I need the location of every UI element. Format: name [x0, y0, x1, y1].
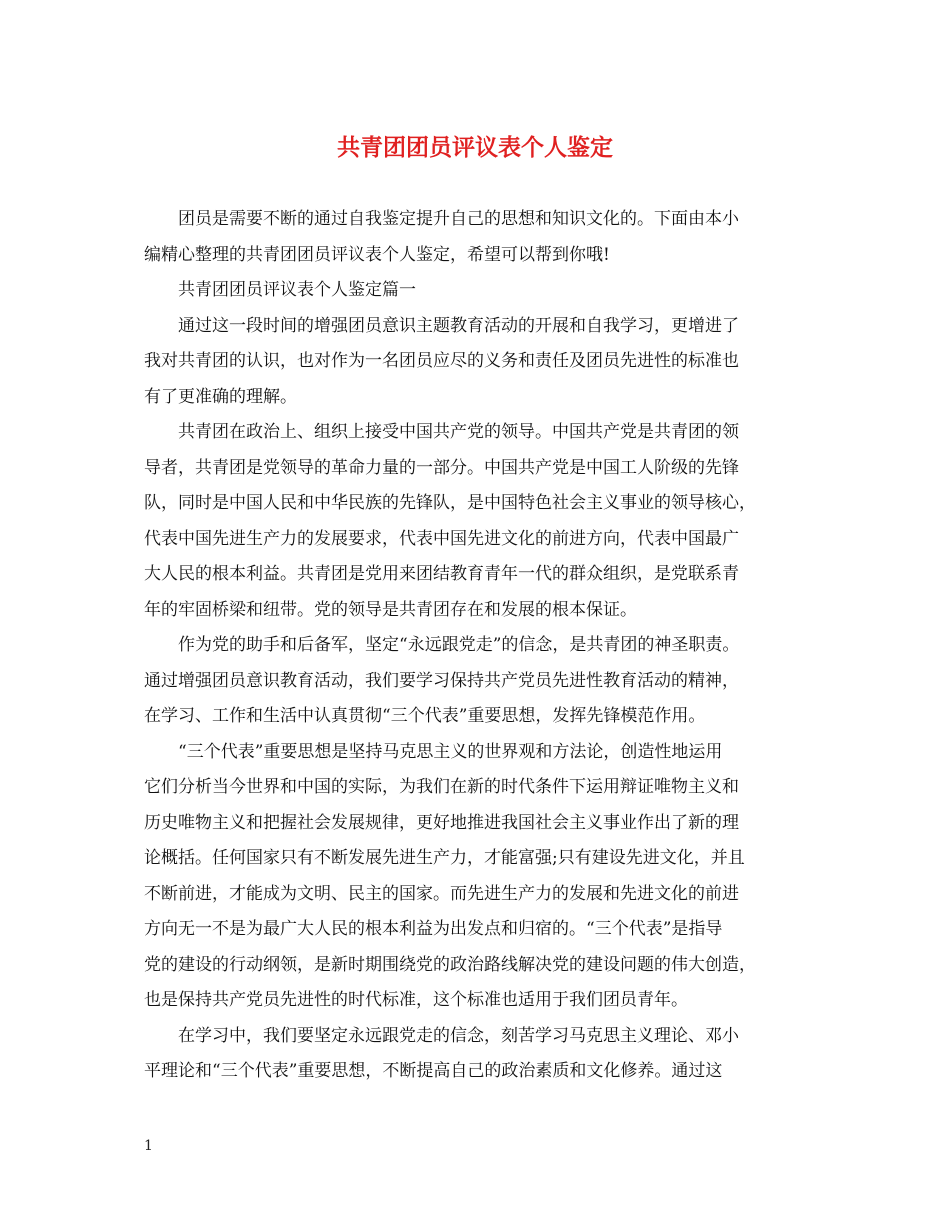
body-text-line: 共青团团员评议表个人鉴定篇一 [144, 280, 416, 300]
body-text-line: 共青团在政治上、组织上接受中国共产党的领导。中国共产党是共青团的领 [144, 422, 739, 442]
document-body [144, 202, 812, 1090]
body-text-line: 在学习、工作和生活中认真贯彻“三个代表”重要思想，发挥先锋模范作用。 [144, 706, 706, 726]
body-text-line: 党的建设的行动纲领，是新时期围绕党的政治路线解决党的建设问题的伟大创造， [144, 954, 756, 975]
body-text-line: 有了更准确的理解。 [144, 386, 297, 407]
body-text-line: 在学习中，我们要坚定永远跟党走的信念，刻苦学习马克思主义理论、邓小 [144, 1025, 739, 1046]
body-text-line: 平理论和“三个代表”重要思想，不断提高自己的政治素质和文化修养。通过这 [144, 1061, 723, 1081]
body-text-line: 不断前进，才能成为文明、民主的国家。而先进生产力的发展和先进文化的前进 [144, 883, 739, 904]
body-text-line: 年的牢固桥梁和纽带。党的领导是共青团存在和发展的根本保证。 [144, 599, 637, 620]
body-text-line: 也是保持共产党员先进性的时代标准，这个标准也适用于我们团员青年。 [144, 990, 688, 1010]
body-text-line: 团员是需要不断的通过自我鉴定提升自己的思想和知识文化的。下面由本小 [144, 209, 739, 229]
body-text-line: 我对共青团的认识，也对作为一名团员应尽的义务和责任及团员先进性的标准也 [144, 351, 739, 371]
body-text-line: 代表中国先进生产力的发展要求，代表中国先进文化的前进方向，代表中国最广 [144, 528, 739, 549]
body-text-line: 导者，共青团是党领导的革命力量的一部分。中国共产党是中国工人阶级的先锋 [144, 457, 739, 478]
body-text-line: 大人民的根本利益。共青团是党用来团结教育青年一代的群众组织，是党联系青 [144, 564, 739, 584]
document-title: 共青团团员评议表个人鉴定 [337, 134, 613, 161]
page-number: 1 [144, 1138, 153, 1154]
body-text-line: 作为党的助手和后备军，坚定“永远跟党走”的信念，是共青团的神圣职责。 [144, 635, 740, 655]
body-text-line: 历史唯物主义和把握社会发展规律，更好地推进我国社会主义事业作出了新的理 [144, 812, 739, 833]
body-text-line: 通过这一段时间的增强团员意识主题教育活动的开展和自我学习，更增进了 [144, 315, 739, 336]
body-text-line: 论概括。任何国家只有不断发展先进生产力，才能富强;只有建设先进文化，并且 [144, 848, 745, 868]
body-text-line: “三个代表”重要思想是坚持马克思主义的世界观和方法论，创造性地运用 [144, 741, 723, 762]
body-text-line: 它们分析当今世界和中国的实际，为我们在新的时代条件下运用辩证唯物主义和 [144, 777, 739, 797]
body-text-line: 队，同时是中国人民和中华民族的先锋队，是中国特色社会主义事业的领导核心， [144, 493, 756, 513]
body-text-line: 方向无一不是为最广大人民的根本利益为出发点和归宿的。“三个代表”是指导 [144, 919, 723, 939]
body-text-line: 编精心整理的共青团团员评议表个人鉴定，希望可以帮到你哦! [144, 244, 610, 265]
body-text-line: 通过增强团员意识教育活动，我们要学习保持共产党员先进性教育活动的精神， [144, 670, 739, 691]
